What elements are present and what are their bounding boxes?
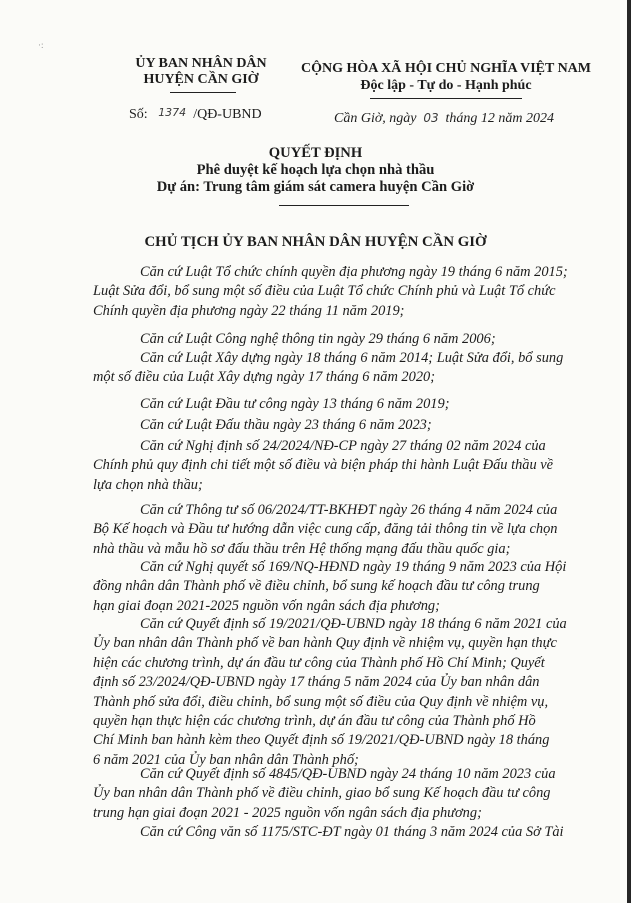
paragraph-line: Bộ Kế hoạch và Đầu tư hướng dẫn việc cung cấp, đăng tải thông tin về lựa chọn <box>93 521 558 538</box>
decision-project: Dự án: Trung tâm giám sát camera huyện Cần Giờ <box>156 179 475 195</box>
scan-edge <box>627 0 631 903</box>
document-number <box>129 107 262 123</box>
document-date <box>334 111 554 127</box>
number-suffix: /QĐ-UBND <box>193 107 262 122</box>
paragraph <box>93 501 579 559</box>
national-motto: Độc lập - Tự do - Hạnh phúc <box>360 78 532 93</box>
date-day: 03 <box>423 111 439 125</box>
decision-subject: Phê duyệt kế hoạch lựa chọn nhà thầu <box>196 162 435 178</box>
paragraph <box>93 330 579 349</box>
paragraph <box>93 263 579 321</box>
paragraph <box>93 395 579 414</box>
paragraph <box>93 416 579 435</box>
paragraph-line: trung hạn giai đoạn 2021 - 2025 nguồn vốn ngân sách địa phương; <box>93 804 482 821</box>
issuer-underline <box>170 92 236 93</box>
paragraph-line: lựa chọn nhà thầu; <box>93 476 203 493</box>
paragraph-line: Chí Minh ban hành kèm theo Quyết định số 19/2021/QĐ-UBND ngày 18 tháng <box>93 732 550 749</box>
decision-title: QUYẾT ĐỊNH <box>268 145 363 161</box>
paragraph-line: Ủy ban nhân dân Thành phố về điều chỉnh, giao bổ sung Kế hoạch đầu tư công <box>93 785 551 802</box>
paragraph-line: định số 23/2024/QĐ-UBND ngày 17 tháng 5 năm 2024 của Ủy ban nhân dân <box>93 674 540 691</box>
paragraph <box>93 558 579 616</box>
paragraph-line: đồng nhân dân Thành phố về điều chỉnh, bổ sung kế hoạch đầu tư công trung <box>93 578 540 595</box>
paragraph-line: Thành phố sửa đổi, điều chỉnh, bổ sung một số điều của Quy định về nhiệm vụ, <box>93 693 549 710</box>
paragraph-line: Căn cứ Luật Công nghệ thông tin ngày 29 tháng 6 năm 2006; <box>140 331 496 347</box>
paragraph-line: Căn cứ Luật Đấu thầu ngày 23 tháng 6 năm 2023; <box>140 417 432 433</box>
paragraph-line: Căn cứ Luật Đầu tư công ngày 13 tháng 6 năm 2019; <box>140 396 450 412</box>
paragraph <box>93 615 579 770</box>
country-name: CỘNG HÒA XÃ HỘI CHỦ NGHĨA VIỆT NAM <box>300 61 591 76</box>
issuer-name: ỦY BAN NHÂN DÂN <box>135 56 267 71</box>
paragraph-line: Căn cứ Thông tư số 06/2024/TT-BKHĐT ngày 26 tháng 4 năm 2024 của <box>140 502 558 518</box>
scan-speck: ·: <box>38 40 44 50</box>
paragraph-line: Chính phủ quy định chi tiết một số điều và biện pháp thi hành Luật Đấu thầu về <box>93 457 554 474</box>
paragraph-line: quyền hạn thực hiện các chương trình, dự án đầu tư công của Thành phố Hồ <box>93 713 536 730</box>
number-label: Số: <box>129 107 148 122</box>
paragraph-line: Luật Sửa đổi, bổ sung một số điều của Luật Tổ chức Chính phủ và Luật Tổ chức <box>93 283 556 300</box>
paragraph <box>93 437 579 495</box>
paragraph-line: Căn cứ Quyết định số 4845/QĐ-UBND ngày 24 tháng 10 năm 2023 của <box>140 766 556 782</box>
number-handwritten: 1374 <box>158 106 187 119</box>
paragraph-line: 6 năm 2021 của Ủy ban nhân dân Thành phố; <box>93 751 359 768</box>
issuer-district: HUYỆN CẦN GIỜ <box>143 72 259 87</box>
title-underline <box>279 205 409 206</box>
date-suffix: tháng 12 năm 2024 <box>445 111 555 126</box>
paragraph-line: Căn cứ Công văn số 1175/STC-ĐT ngày 01 tháng 3 năm 2024 của Sở Tài <box>140 824 564 840</box>
paragraph-line: Ủy ban nhân dân Thành phố về ban hành Quy định về nhiệm vụ, quyền hạn thực <box>93 635 557 652</box>
paragraph-line: Căn cứ Luật Tổ chức chính quyền địa phương ngày 19 tháng 6 năm 2015; <box>140 264 568 280</box>
paragraph-line: nhà thầu và mẫu hồ sơ đấu thầu trên Hệ thống mạng đấu thầu quốc gia; <box>93 540 511 557</box>
paragraph-line: hiện các chương trình, dự án đầu tư công của Thành phố Hồ Chí Minh; Quyết <box>93 654 545 671</box>
motto-underline <box>370 98 522 99</box>
paragraph-line: hạn giai đoạn 2021-2025 nguồn vốn ngân sách địa phương; <box>93 597 440 614</box>
date-prefix: Cần Giờ, ngày <box>334 111 417 126</box>
paragraph-line: Căn cứ Nghị định số 24/2024/NĐ-CP ngày 27 tháng 02 năm 2024 của <box>140 438 546 454</box>
paragraph-line: Căn cứ Nghị quyết số 169/NQ-HĐND ngày 19 tháng 9 năm 2023 của Hội <box>140 559 567 575</box>
paragraph-line: Căn cứ Luật Xây dựng ngày 18 tháng 6 năm 2014; Luật Sửa đổi, bổ sung <box>140 350 564 366</box>
paragraph <box>93 765 579 823</box>
paragraph-line: Căn cứ Quyết định số 19/2021/QĐ-UBND ngày 18 tháng 6 năm 2021 của <box>140 616 567 632</box>
authority-heading: CHỦ TỊCH ỦY BAN NHÂN DÂN HUYỆN CẦN GIỜ <box>144 234 487 250</box>
paragraph <box>93 349 579 388</box>
paragraph <box>93 823 579 842</box>
paragraph-line: Chính quyền địa phương ngày 22 tháng 11 năm 2019; <box>93 302 405 319</box>
paragraph-line: một số điều của Luật Xây dựng ngày 17 tháng 6 năm 2020; <box>93 369 436 386</box>
